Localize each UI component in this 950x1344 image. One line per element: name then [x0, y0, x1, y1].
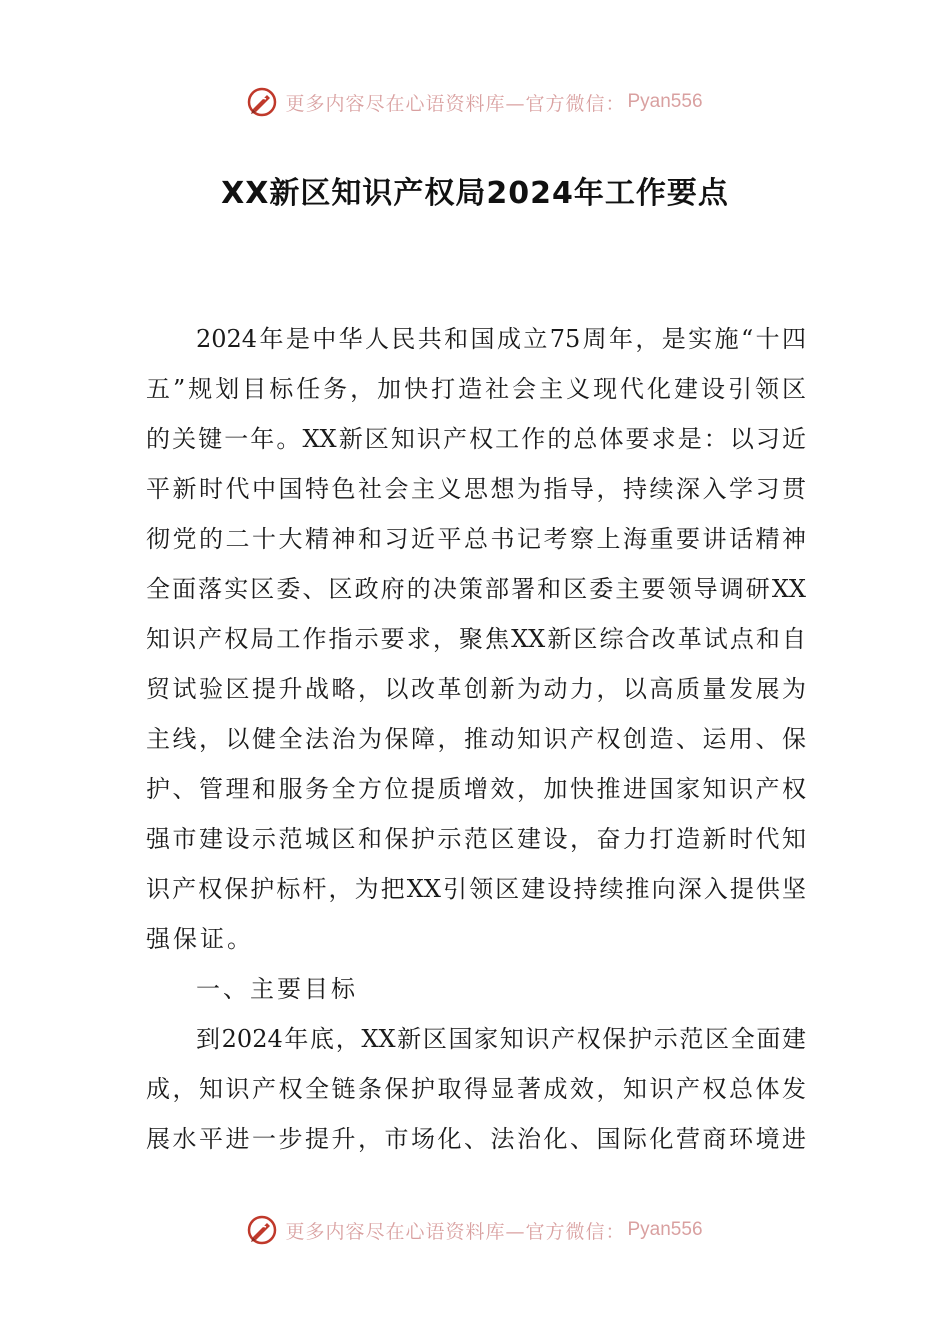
footer-watermark: [0, 1210, 950, 1250]
paragraph-2-line: 成，知识产权全链条保护取得显著成效，知识产权总体发: [146, 1075, 806, 1103]
watermark-text: 更多内容尽在心语资料库—官方微信：: [285, 1220, 626, 1243]
paragraph-1-line: 主线，以健全法治为保障，推动知识产权创造、运用、保: [146, 725, 806, 753]
watermark-text: 更多内容尽在心语资料库—官方微信：: [285, 92, 626, 115]
pen-logo-icon: [247, 87, 277, 117]
paragraph-1-line: 2024年是中华人民共和国成立75周年，是实施“十四: [196, 325, 806, 353]
watermark-wechat-id: Pyan556: [627, 91, 703, 112]
paragraph-1-line: 五”规划目标任务，加快打造社会主义现代化建设引领区: [146, 375, 806, 403]
watermark-wechat-id: Pyan556: [627, 1219, 703, 1240]
paragraph-2-line: 展水平进一步提升，市场化、法治化、国际化营商环境进: [146, 1125, 806, 1153]
header-watermark: [0, 82, 950, 122]
paragraph-1-line: 的关键一年。XX新区知识产权工作的总体要求是：以习近: [146, 425, 806, 453]
paragraph-1-line: 平新时代中国特色社会主义思想为指导，持续深入学习贯: [146, 475, 806, 503]
paragraph-1-line: 强保证。: [146, 925, 254, 953]
paragraph-1-line: 护、管理和服务全方位提质增效，加快推进国家知识产权: [146, 775, 806, 803]
paragraph-1-line: 知识产权局工作指示要求，聚焦XX新区综合改革试点和自: [146, 625, 806, 653]
paragraph-1-line: 全面落实区委、区政府的决策部署和区委主要领导调研XX: [146, 575, 806, 603]
document-title: XX新区知识产权局2024年工作要点: [221, 176, 729, 211]
document-body: [146, 314, 806, 1164]
paragraph-1-line: 识产权保护标杆，为把XX引领区建设持续推向深入提供坚: [146, 875, 806, 903]
section-heading-main-goals: 一、主要目标: [196, 975, 358, 1003]
paragraph-2-line: 到2024年底，XX新区国家知识产权保护示范区全面建: [196, 1025, 806, 1053]
pen-logo-icon: [247, 1215, 277, 1245]
paragraph-1-line: 彻党的二十大精神和习近平总书记考察上海重要讲话精神: [146, 525, 806, 553]
paragraph-1-line: 贸试验区提升战略，以改革创新为动力，以高质量发展为: [146, 675, 806, 703]
paragraph-1-line: 强市建设示范城区和保护示范区建设，奋力打造新时代知: [146, 825, 806, 853]
